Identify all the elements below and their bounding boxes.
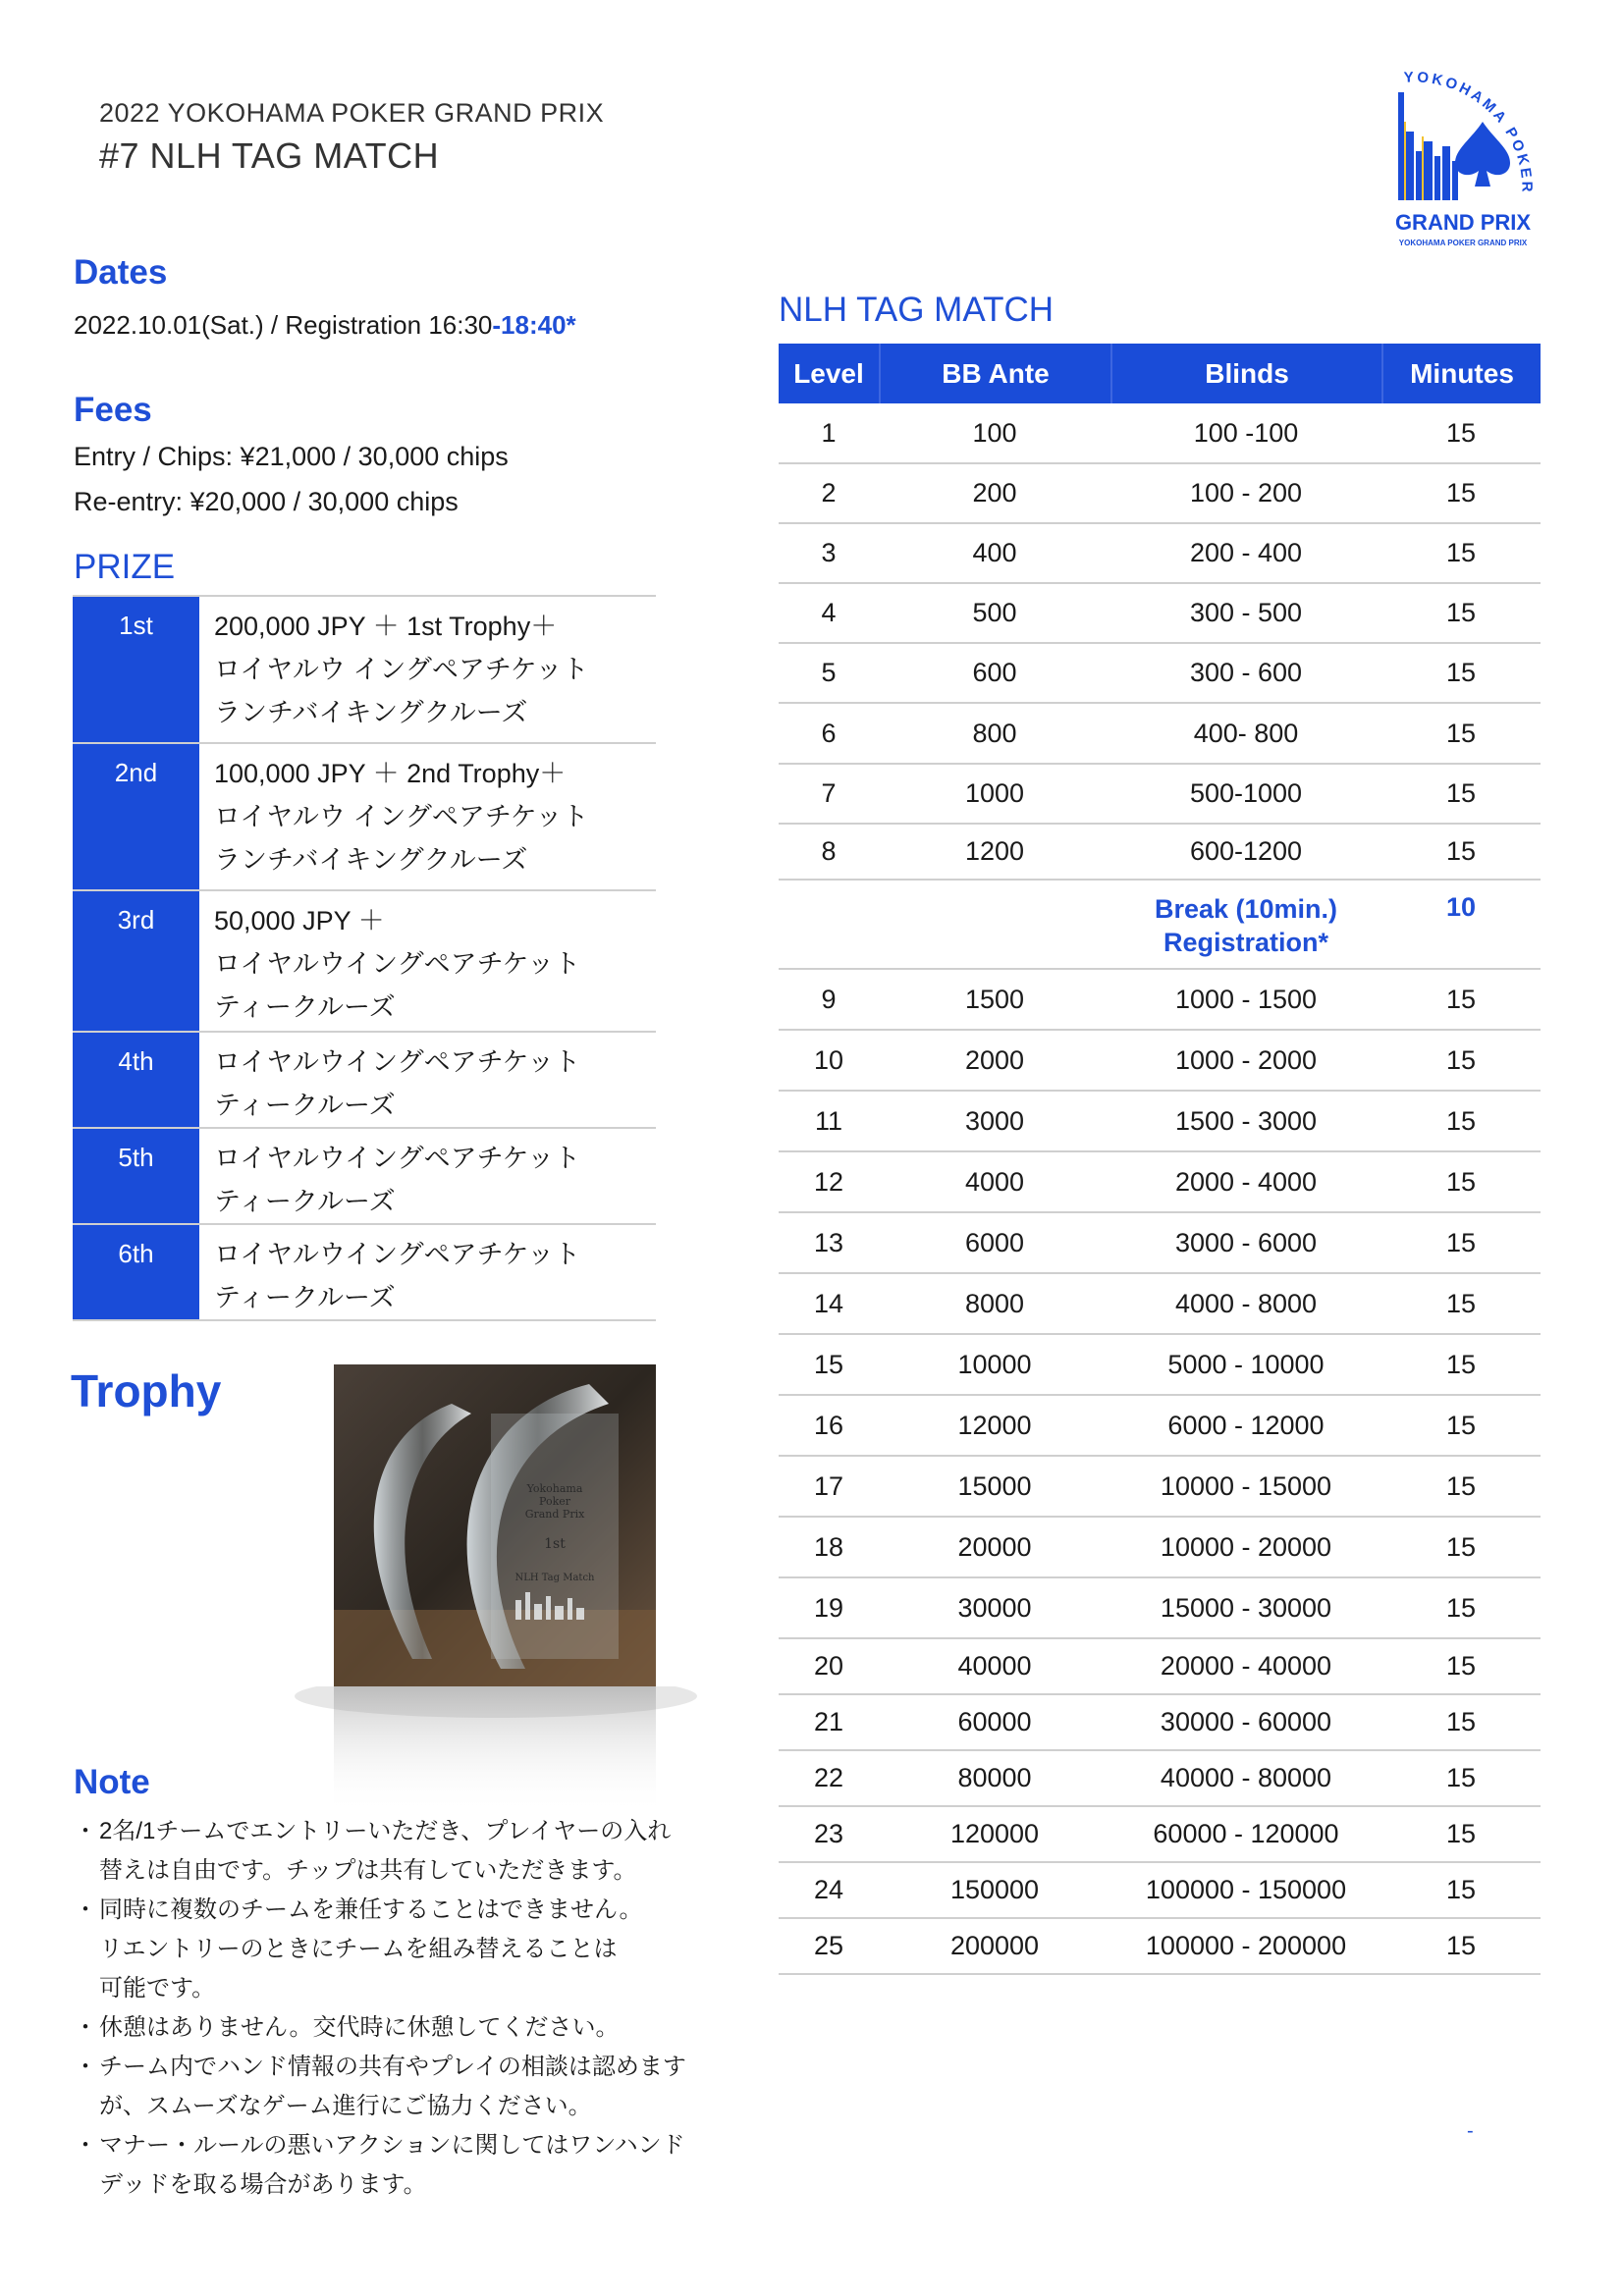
structure-title: NLH TAG MATCH — [779, 291, 1055, 329]
cell-bb-ante: 6000 — [964, 1227, 1025, 1257]
prize-table — [73, 595, 656, 1321]
cell-minutes: 15 — [1445, 1470, 1477, 1501]
note-text — [99, 2126, 731, 2205]
cell-bb-ante: 500 — [972, 598, 1017, 627]
cell-level: 22 — [813, 1763, 844, 1792]
cell-minutes: 15 — [1445, 538, 1477, 567]
table-row — [779, 1274, 1541, 1335]
cell-level: 14 — [813, 1288, 844, 1318]
cell-blinds: 1000 - 2000 — [1174, 1044, 1318, 1075]
prize-line: ロイヤルウイングペアチケット — [214, 1240, 581, 1269]
cell-blinds: 10000 - 15000 — [1160, 1470, 1332, 1501]
cell-level: 6 — [821, 718, 837, 748]
table-row — [779, 1807, 1541, 1863]
cell-bb-ante: 1200 — [964, 836, 1025, 866]
note-item — [74, 1891, 731, 2008]
cell-level: 9 — [821, 984, 837, 1014]
cell-minutes: 15 — [1445, 1227, 1477, 1257]
cell-bb-ante: 150000 — [949, 1875, 1040, 1904]
cell-blinds: 100000 - 200000 — [1145, 1931, 1347, 1960]
cell-blinds: 20000 - 40000 — [1160, 1651, 1332, 1681]
table-row — [779, 1335, 1541, 1396]
logo-sub-text: YOKOHAMA POKER GRAND PRIX — [1398, 239, 1528, 247]
cell-level: 18 — [813, 1531, 844, 1562]
note-line: が、スムーズなゲーム進行にご協力ください。 — [99, 2093, 592, 2119]
cell-minutes: 15 — [1445, 1763, 1477, 1792]
cell-blinds: 5000 - 10000 — [1167, 1349, 1325, 1379]
cell-blinds: 30000 - 60000 — [1160, 1707, 1332, 1736]
cell-minutes: 15 — [1445, 836, 1477, 866]
cell-blinds: 400- 800 — [1193, 718, 1299, 748]
cell-blinds: 60000 - 120000 — [1153, 1819, 1339, 1848]
notes-list — [74, 1812, 731, 2205]
cell-bb-ante: 1000 — [964, 778, 1025, 808]
cell-blinds: 200 - 400 — [1189, 538, 1303, 567]
cell-level: 20 — [813, 1651, 844, 1681]
table-row — [779, 1031, 1541, 1092]
prize-rank: 2nd — [73, 744, 202, 889]
cell-level: 25 — [813, 1931, 844, 1960]
trophy-engraving-5: NLH Tag Match — [514, 1573, 595, 1583]
cell-blinds: 300 - 600 — [1189, 658, 1303, 687]
prize-description — [202, 1033, 656, 1127]
note-bullet: ・ — [74, 1896, 97, 1923]
cell-bb-ante: 4000 — [964, 1166, 1025, 1197]
logo-main-text: GRAND PRIX — [1394, 210, 1532, 235]
cell-level: 4 — [821, 598, 837, 627]
cell-blinds: 1500 - 3000 — [1174, 1105, 1318, 1136]
header-bb-ante: BB Ante — [879, 344, 1110, 403]
table-row — [779, 1863, 1541, 1919]
cell-blinds: 4000 - 8000 — [1174, 1288, 1318, 1318]
prize-line: ティークルーズ — [214, 1283, 396, 1312]
prize-row — [73, 744, 656, 891]
cell-minutes: 15 — [1445, 1651, 1477, 1681]
note-bullet: ・ — [74, 1818, 97, 1844]
prize-line: ティークルーズ — [214, 992, 396, 1022]
cell-minutes: 15 — [1445, 1410, 1477, 1440]
cell-minutes: 15 — [1445, 658, 1477, 687]
cell-bb-ante: 120000 — [949, 1819, 1040, 1848]
note-line: チーム内でハンド情報の共有やプレイの相談は認めます — [99, 2054, 686, 2080]
cell-minutes: 15 — [1445, 1531, 1477, 1562]
table-row — [779, 1396, 1541, 1457]
cell-bb-ante: 20000 — [957, 1531, 1032, 1562]
prize-line: ランチバイキングクルーズ — [214, 698, 528, 727]
table-row — [779, 1518, 1541, 1578]
note-text — [99, 1891, 731, 2008]
cell-level: 13 — [813, 1227, 844, 1257]
cell-minutes: 15 — [1445, 1931, 1477, 1960]
trophy-engraving-4: 1st — [544, 1536, 566, 1552]
prize-description — [202, 891, 656, 1031]
prize-rank: 4th — [73, 1033, 202, 1127]
header-level: Level — [793, 358, 864, 389]
cell-level: 1 — [821, 417, 837, 448]
cell-level: 10 — [813, 1044, 844, 1075]
logo-top-text: YOKOHAMA POKER — [1403, 69, 1536, 195]
cell-minutes: 15 — [1445, 1875, 1477, 1904]
table-body — [779, 403, 1541, 1975]
cell-bb-ante: 200 — [972, 478, 1017, 507]
dates-text — [74, 310, 576, 341]
table-row — [779, 403, 1541, 464]
table-row — [779, 970, 1541, 1031]
cell-minutes: 15 — [1445, 1044, 1477, 1075]
table-row — [779, 1092, 1541, 1152]
note-text — [99, 2048, 731, 2126]
table-row — [779, 1457, 1541, 1518]
prize-rank: 6th — [73, 1225, 202, 1319]
note-line: マナー・ルールの悪いアクションに関してはワンハンド — [99, 2132, 685, 2159]
dates-title: Dates — [74, 253, 168, 292]
cell-level: 7 — [821, 778, 837, 808]
event-year: 2022 YOKOHAMA POKER GRAND PRIX — [99, 98, 605, 128]
prize-row — [73, 891, 656, 1033]
cell-level: 5 — [821, 658, 837, 687]
prize-line: ロイヤルウ イングペアチケット — [214, 655, 589, 684]
note-line: 同時に複数のチームを兼任することはできません。 — [99, 1896, 643, 1923]
prize-line: 200,000 JPY ＋ 1st Trophy＋ — [214, 612, 558, 641]
cell-blinds: 300 - 500 — [1189, 598, 1303, 627]
cell-minutes: 15 — [1445, 984, 1477, 1014]
yokohama-poker-grand-prix-logo — [1384, 63, 1542, 269]
prize-row — [73, 1033, 656, 1129]
cell-minutes: 15 — [1445, 1707, 1477, 1736]
cell-level: 23 — [813, 1819, 844, 1848]
cell-bb-ante: 800 — [972, 718, 1017, 748]
note-item — [74, 2008, 731, 2048]
table-row — [779, 1578, 1541, 1639]
cell-minutes: 15 — [1445, 598, 1477, 627]
note-text — [99, 2008, 731, 2048]
note-item — [74, 2126, 731, 2205]
cell-blinds: 100000 - 150000 — [1145, 1875, 1347, 1904]
prize-row — [73, 1129, 656, 1225]
table-row — [779, 1751, 1541, 1807]
table-row — [779, 1639, 1541, 1695]
cell-level: 15 — [813, 1349, 844, 1379]
table-header — [779, 344, 1541, 403]
cell-blinds — [1110, 892, 1381, 959]
cell-minutes: 15 — [1445, 718, 1477, 748]
table-row — [779, 524, 1541, 584]
note-line: デッドを取る場合があります。 — [99, 2171, 427, 2198]
cell-level: 16 — [813, 1410, 844, 1440]
table-row — [779, 704, 1541, 765]
prize-line: ロイヤルウイングペアチケット — [214, 1144, 581, 1173]
cell-level: 19 — [813, 1592, 844, 1623]
cell-bb-ante: 100 — [972, 417, 1017, 448]
footer-mark: - — [1467, 2120, 1474, 2142]
prize-description — [202, 744, 656, 889]
prize-line: ティークルーズ — [214, 1187, 396, 1216]
cell-minutes: 15 — [1445, 1592, 1477, 1623]
prize-rank: 3rd — [73, 891, 202, 1031]
prize-description — [202, 597, 656, 742]
cell-minutes: 15 — [1445, 1105, 1477, 1136]
cell-blinds: 6000 - 12000 — [1167, 1410, 1325, 1440]
event-title: #7 NLH TAG MATCH — [99, 135, 440, 176]
cell-blinds: 1000 - 1500 — [1174, 984, 1318, 1014]
dates-end-time: -18:40* — [492, 310, 576, 340]
cell-level: 8 — [821, 836, 837, 866]
prize-line: ロイヤルウ イングペアチケット — [214, 802, 589, 831]
table-row — [779, 1919, 1541, 1975]
table-row — [779, 464, 1541, 524]
cell-blinds: 100 - 200 — [1189, 478, 1303, 507]
cell-blinds: 600-1200 — [1189, 836, 1303, 866]
cell-minutes: 15 — [1445, 778, 1477, 808]
registration-label: Registration* — [1163, 928, 1329, 957]
prize-row — [73, 1225, 656, 1321]
cell-level: 21 — [813, 1707, 844, 1736]
cell-blinds: 15000 - 30000 — [1160, 1592, 1332, 1623]
table-row — [779, 1695, 1541, 1751]
note-line: 休憩はありません。交代時に休憩してください。 — [99, 2014, 620, 2041]
prize-rank: 5th — [73, 1129, 202, 1223]
cell-blinds: 3000 - 6000 — [1174, 1227, 1318, 1257]
cell-bb-ante: 3000 — [964, 1105, 1025, 1136]
note-line: リエントリーのときにチームを組み替えることは — [99, 1936, 618, 1962]
note-item — [74, 2048, 731, 2126]
note-bullet: ・ — [74, 2132, 97, 2159]
trophy-engraving-2: Poker — [538, 1495, 571, 1508]
prize-line: ロイヤルウイングペアチケット — [214, 1047, 581, 1077]
table-row — [779, 1152, 1541, 1213]
note-line: 替えは自由です。チップは共有していただきます。 — [99, 1857, 637, 1884]
note-bullet: ・ — [74, 2014, 97, 2041]
prize-description — [202, 1225, 656, 1319]
prize-line: 100,000 JPY ＋ 2nd Trophy＋ — [214, 759, 567, 788]
break-row — [779, 881, 1541, 970]
cell-bb-ante: 10000 — [957, 1349, 1032, 1379]
note-text — [99, 1812, 731, 1891]
cell-blinds: 100 -100 — [1193, 417, 1299, 448]
trophy-photo — [334, 1364, 656, 1686]
table-row — [779, 765, 1541, 825]
cell-blinds: 10000 - 20000 — [1160, 1531, 1332, 1562]
header-minutes: Minutes — [1381, 344, 1541, 403]
cell-bb-ante: 400 — [972, 538, 1017, 567]
prize-line: 50,000 JPY ＋ — [214, 906, 385, 935]
cell-bb-ante: 600 — [972, 658, 1017, 687]
cell-bb-ante: 12000 — [957, 1410, 1032, 1440]
cell-level: 24 — [813, 1875, 844, 1904]
prize-line: ロイヤルウイングペアチケット — [214, 949, 581, 979]
trophy-title: Trophy — [71, 1365, 222, 1416]
cell-blinds: 40000 - 80000 — [1160, 1763, 1332, 1792]
table-row — [779, 644, 1541, 704]
trophy-reflection — [295, 1686, 697, 1814]
cell-level: 12 — [813, 1166, 844, 1197]
cell-level: 17 — [813, 1470, 844, 1501]
trophy-engraving-1: Yokohama — [526, 1482, 583, 1495]
cell-minutes: 10 — [1445, 892, 1477, 922]
cell-bb-ante: 15000 — [957, 1470, 1032, 1501]
cell-minutes: 15 — [1445, 1349, 1477, 1379]
prize-line: ティークルーズ — [214, 1091, 396, 1120]
table-row — [779, 1213, 1541, 1274]
table-row — [779, 825, 1541, 881]
note-item — [74, 1812, 731, 1891]
cell-minutes: 15 — [1445, 417, 1477, 448]
cell-bb-ante: 8000 — [964, 1288, 1025, 1318]
cell-minutes: 15 — [1445, 478, 1477, 507]
note-line: 可能です。 — [99, 1975, 216, 2002]
fees-entry: Entry / Chips: ¥21,000 / 30,000 chips — [74, 442, 509, 471]
cell-level: 2 — [821, 478, 837, 507]
cell-bb-ante: 2000 — [964, 1044, 1025, 1075]
cell-bb-ante: 60000 — [957, 1707, 1032, 1736]
cell-bb-ante: 1500 — [964, 984, 1025, 1014]
cell-bb-ante: 30000 — [957, 1592, 1032, 1623]
fees-reentry: Re-entry: ¥20,000 / 30,000 chips — [74, 487, 459, 516]
cell-minutes: 15 — [1445, 1288, 1477, 1318]
table-row — [779, 584, 1541, 644]
dates-main: 2022.10.01(Sat.) / Registration 16:30 — [74, 310, 493, 340]
prize-row — [73, 595, 656, 744]
cell-minutes: 15 — [1445, 1819, 1477, 1848]
cell-bb-ante: 40000 — [957, 1651, 1032, 1681]
prize-line: ランチバイキングクルーズ — [214, 845, 528, 875]
fees-title: Fees — [74, 391, 152, 429]
prize-description — [202, 1129, 656, 1223]
cell-blinds: 2000 - 4000 — [1174, 1166, 1318, 1197]
blind-structure-table — [779, 344, 1541, 1975]
prize-title: PRIZE — [74, 548, 176, 586]
break-label: Break (10min.) — [1154, 894, 1338, 924]
trophy-engraving-3: Grand Prix — [524, 1508, 585, 1521]
cell-minutes: 15 — [1445, 1166, 1477, 1197]
cell-level: 3 — [821, 538, 837, 567]
note-bullet: ・ — [74, 2054, 97, 2080]
cell-bb-ante: 80000 — [957, 1763, 1032, 1792]
prize-rank: 1st — [73, 597, 202, 742]
note-title: Note — [74, 1763, 150, 1801]
cell-level: 11 — [814, 1105, 843, 1136]
note-line: 2名/1チームでエントリーいただき、プレイヤーの入れ — [99, 1818, 672, 1844]
cell-bb-ante: 200000 — [949, 1931, 1040, 1960]
cell-blinds: 500-1000 — [1189, 778, 1303, 808]
header-blinds: Blinds — [1110, 344, 1381, 403]
